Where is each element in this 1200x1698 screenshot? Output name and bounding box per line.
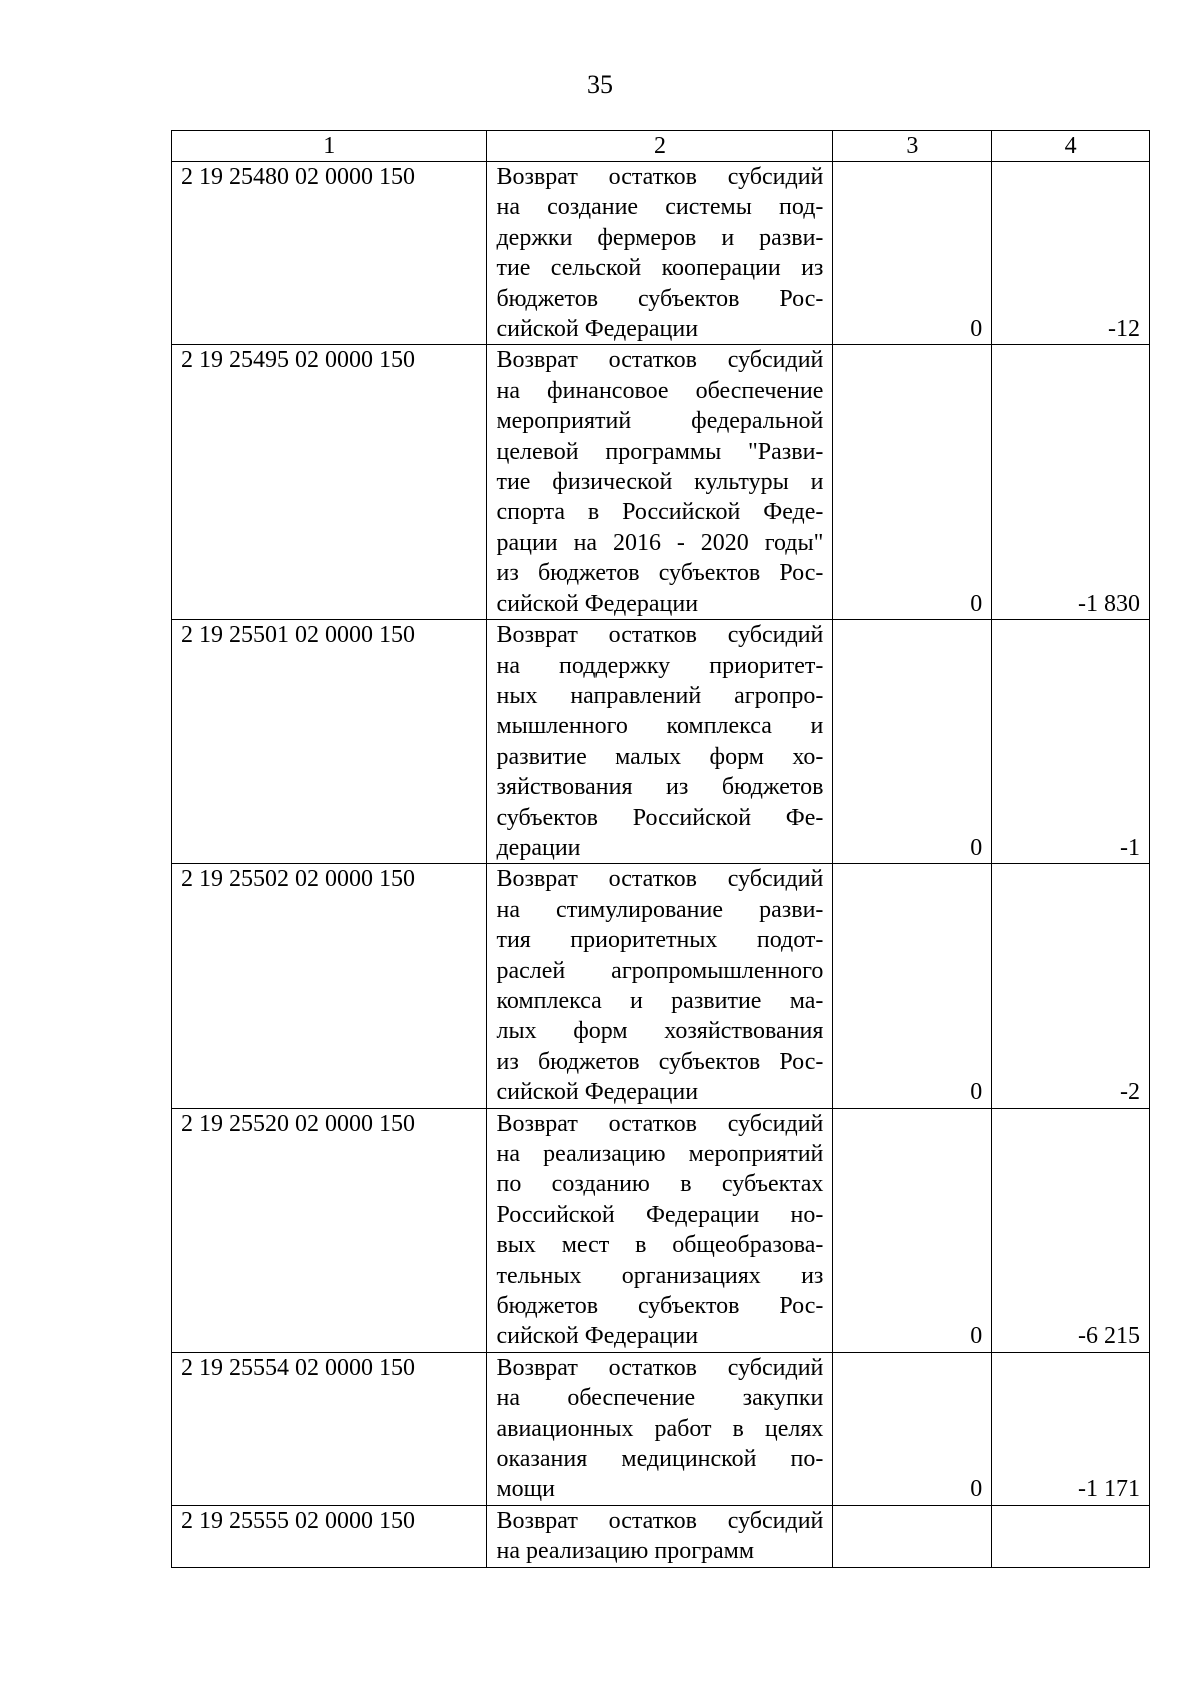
description-line: Возврат остатков субсидий xyxy=(496,1354,824,1381)
description-line: на финансовое обеспечение xyxy=(496,377,824,404)
value-col4-cell: -1 171 xyxy=(992,1352,1150,1505)
budget-table xyxy=(171,130,1150,1568)
description-line: комплекса и развитие ма- xyxy=(496,987,824,1014)
budget-code-cell: 2 19 25502 02 0000 150 xyxy=(172,864,487,1108)
description-line: на создание системы под- xyxy=(496,194,824,221)
table-body xyxy=(172,162,1150,1568)
description-line: сийской Федерации xyxy=(496,316,699,343)
description-cell xyxy=(487,162,833,345)
description-line: Возврат остатков субсидий xyxy=(496,622,824,649)
description-line: Возврат остатков субсидий xyxy=(496,1507,824,1534)
description-line: сийской Федерации xyxy=(496,590,699,617)
table-row xyxy=(172,1505,1150,1567)
description-cell xyxy=(487,1505,833,1567)
column-header: 3 xyxy=(833,131,992,162)
budget-code-cell: 2 19 25495 02 0000 150 xyxy=(172,345,487,620)
value-col4-cell: -1 xyxy=(992,620,1150,864)
description-line: бюджетов субъектов Рос- xyxy=(496,1293,824,1320)
budget-code-cell: 2 19 25480 02 0000 150 xyxy=(172,162,487,345)
description-line: сийской Федерации xyxy=(496,1323,699,1350)
description-line: тие сельской кооперации из xyxy=(496,255,824,282)
description-line: спорта в Российской Феде- xyxy=(496,499,824,526)
description-line: авиационных работ в целях xyxy=(496,1415,824,1442)
value-col3-cell: 0 xyxy=(833,1352,992,1505)
description-line: рации на 2016 - 2020 годы" xyxy=(496,529,824,556)
column-header: 2 xyxy=(487,131,833,162)
description-line: лых форм хозяйствования xyxy=(496,1018,824,1045)
description-line: бюджетов субъектов Рос- xyxy=(496,285,824,312)
description-line: тия приоритетных подот- xyxy=(496,927,824,954)
description-line: на реализацию мероприятий xyxy=(496,1141,824,1167)
value-col3-cell: 0 xyxy=(833,162,992,345)
description-line: Возврат остатков субсидий xyxy=(496,164,824,190)
description-cell xyxy=(487,1352,833,1505)
budget-code-cell: 2 19 25501 02 0000 150 xyxy=(172,620,487,864)
budget-code-cell: 2 19 25520 02 0000 150 xyxy=(172,1108,487,1352)
budget-code-cell: 2 19 25555 02 0000 150 xyxy=(172,1505,487,1567)
description-line: дерации xyxy=(496,834,581,861)
description-line: Возврат остатков субсидий xyxy=(496,347,824,374)
description-line: Возврат остатков субсидий xyxy=(496,1110,824,1137)
description-line: мощи xyxy=(496,1476,555,1503)
header-row xyxy=(172,131,1150,162)
description-line: раслей агропромышленного xyxy=(496,957,824,984)
value-col3-cell: 0 xyxy=(833,620,992,864)
description-line: мероприятий федеральной xyxy=(496,408,824,435)
value-col4-cell: -2 xyxy=(992,864,1150,1108)
description-line: из бюджетов субъектов Рос- xyxy=(496,560,824,587)
description-line: мышленного комплекса и xyxy=(496,713,824,740)
description-line: из бюджетов субъектов Рос- xyxy=(496,1048,824,1075)
value-col4-cell: -6 215 xyxy=(992,1108,1150,1352)
description-line: оказания медицинской по- xyxy=(496,1446,824,1473)
description-cell xyxy=(487,620,833,864)
value-col4-cell: -12 xyxy=(992,162,1150,345)
value-col3-cell xyxy=(833,1505,992,1567)
table-row xyxy=(172,864,1150,1108)
description-line: тельных организациях из xyxy=(496,1262,824,1289)
description-line: развитие малых форм хо- xyxy=(496,743,824,770)
value-col3-cell: 0 xyxy=(833,864,992,1108)
table-row xyxy=(172,1352,1150,1505)
description-line: зяйствования из бюджетов xyxy=(496,774,824,801)
value-col3-cell: 0 xyxy=(833,1108,992,1352)
description-cell xyxy=(487,1108,833,1352)
value-col4-cell xyxy=(992,1505,1150,1567)
description-line: на поддержку приоритет- xyxy=(496,652,824,679)
description-line: целевой программы "Разви- xyxy=(496,438,824,465)
description-line: ных направлений агропро- xyxy=(496,682,824,709)
table-row xyxy=(172,1108,1150,1352)
description-line: вых мест в общеобразова- xyxy=(496,1232,824,1259)
table-row xyxy=(172,162,1150,345)
column-header: 1 xyxy=(172,131,487,162)
description-line: тие физической культуры и xyxy=(496,469,824,496)
description-cell xyxy=(487,864,833,1108)
description-line: на реализацию программ xyxy=(496,1538,755,1565)
value-col4-cell: -1 830 xyxy=(992,345,1150,620)
description-line: Российской Федерации но- xyxy=(496,1201,824,1228)
description-cell xyxy=(487,345,833,620)
table-row xyxy=(172,620,1150,864)
description-line: Возврат остатков субсидий xyxy=(496,866,824,893)
column-header: 4 xyxy=(992,131,1150,162)
description-line: субъектов Российской Фе- xyxy=(496,804,824,831)
description-line: на стимулирование разви- xyxy=(496,896,824,923)
budget-code-cell: 2 19 25554 02 0000 150 xyxy=(172,1352,487,1505)
table-row xyxy=(172,345,1150,620)
description-line: по созданию в субъектах xyxy=(496,1171,824,1198)
page-number: 35 xyxy=(587,70,613,99)
value-col3-cell: 0 xyxy=(833,345,992,620)
description-line: держки фермеров и разви- xyxy=(496,224,824,251)
description-line: на обеспечение закупки xyxy=(496,1385,824,1412)
description-line: сийской Федерации xyxy=(496,1079,699,1106)
